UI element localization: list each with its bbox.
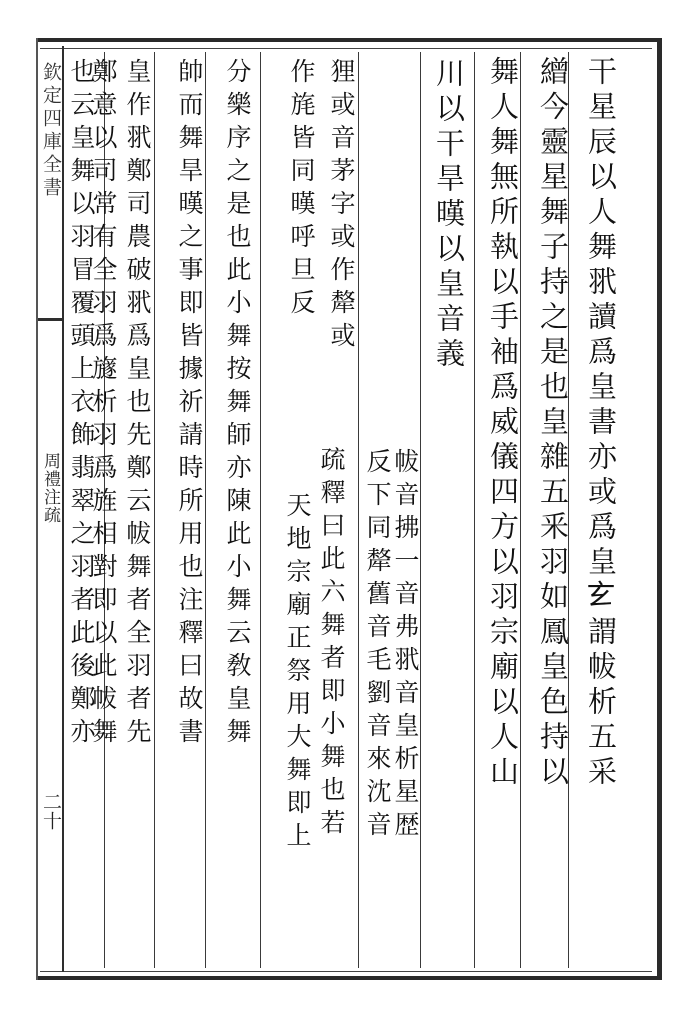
column-rule <box>154 52 155 968</box>
column-rule <box>474 52 475 968</box>
commentary-column-4a: 帗音拂一音弗𦏵音皇析星歴 <box>391 448 420 844</box>
fish-tail-mark <box>38 318 64 321</box>
text-column-6-main: 作旄皆同暵呼旦反 <box>287 58 316 322</box>
commentary-column-4b: 反下同犛舊音毛劉音來沈音 <box>363 448 392 844</box>
page-border-left <box>36 38 38 980</box>
commentary-column-6: 天地宗廟正祭用大舞即上 <box>283 492 312 855</box>
text-column-7: 分樂序之是也此小舞按舞師亦陳此小舞云敎皇舞 <box>223 58 252 751</box>
column-rule <box>420 52 421 968</box>
text-column-8: 帥而舞旱暵之事即皆據祈請時所用也注釋曰故書 <box>175 58 204 751</box>
column-rule <box>358 52 359 968</box>
commentary-column-5: 疏釋曰此六舞者即小舞也若 <box>317 446 346 842</box>
column-rule <box>260 52 261 968</box>
text-column-1: 干星辰以人舞𦏵讀爲皇書亦或爲皇𤣥謂帗析五采 <box>584 56 618 791</box>
section-title: 周禮注疏 <box>40 452 60 524</box>
book-title: 欽定四庫全書 <box>40 62 62 200</box>
text-column-5-main: 狸或音茅字或作犛或 <box>327 58 356 355</box>
banxin-divider <box>62 46 64 972</box>
text-column-9: 皇作𦏵鄭司農破𦏵爲皇也先鄭云帗舞者全羽者先 <box>123 58 152 751</box>
juan-number: 二十 <box>40 792 62 830</box>
text-column-3: 舞人舞無所執以手袖爲威儀四方以羽宗廟以人山 <box>486 56 520 791</box>
column-rule <box>205 52 206 968</box>
text-column-4-main: 川以干旱暵以皇音義 <box>432 58 466 373</box>
text-column-12: 也云皇舞以羽冒覆頭上衣飾翡翠之羽者此後鄭亦 <box>67 58 96 751</box>
text-column-2: 繒今靈星舞子持之是也皇雜五釆羽如鳳皇色持以 <box>536 56 570 791</box>
text-column-10: 鄭意以司常有全羽爲旞析羽爲旌相對即以此帗舞 <box>89 58 118 751</box>
column-rule <box>520 52 521 968</box>
